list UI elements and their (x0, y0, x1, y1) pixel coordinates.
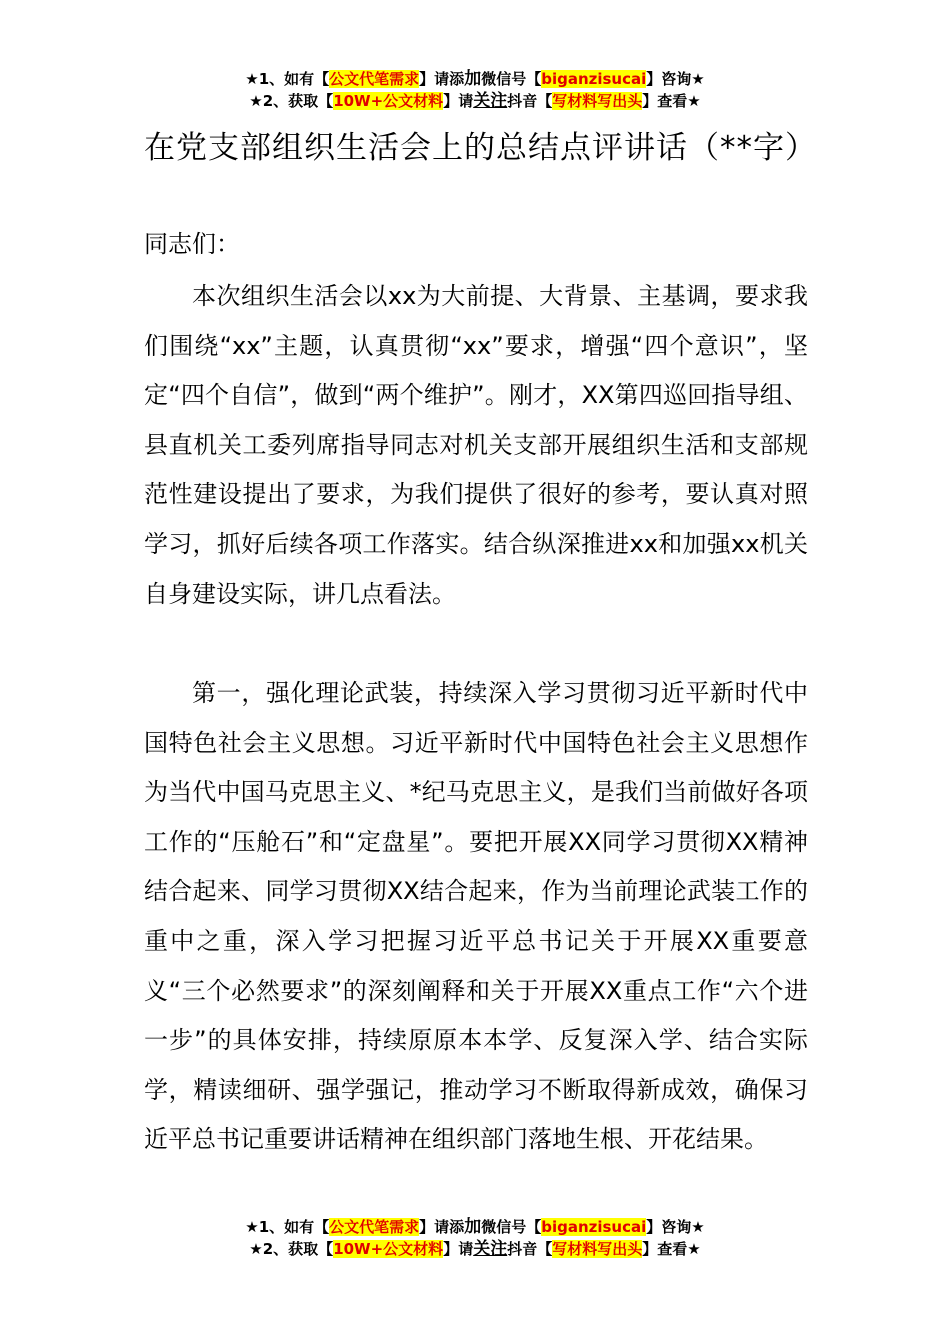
banner-wechat-id: biganzisucai (541, 1218, 647, 1236)
banner-text: ★1、如有【 (245, 1218, 330, 1236)
banner-douyin-account: 写材料写出头 (552, 92, 643, 110)
banner-text: ★1、如有【 (245, 70, 330, 88)
banner-text: 】查看★ (642, 1240, 701, 1258)
banner-text: 】请 (443, 1240, 474, 1258)
header-banner (0, 68, 950, 112)
banner-highlight: 公文代笔需求 (329, 1218, 420, 1236)
banner-text: 关注 (473, 1239, 508, 1259)
banner-text: 抖音【 (507, 1240, 553, 1258)
banner-text: 抖音【 (507, 92, 553, 110)
banner-text: ★2、获取【 (249, 1240, 334, 1258)
banner-text: 】咨询★ (646, 70, 705, 88)
banner-text: 】请 (443, 92, 474, 110)
banner-text: 微信号【 (481, 1218, 542, 1236)
banner-text: 】请添 (419, 1218, 465, 1236)
document-title: 在党支部组织生活会上的总结点评讲话（**字） (144, 130, 817, 166)
banner-text: 】查看★ (642, 92, 701, 110)
banner-text: 微信号【 (481, 70, 542, 88)
banner-line-1 (0, 1216, 950, 1238)
banner-line-2 (0, 1238, 950, 1260)
banner-text: 】请添 (419, 70, 465, 88)
banner-text: 关注 (473, 91, 508, 111)
banner-text: 加 (464, 1217, 482, 1237)
footer-banner (0, 1216, 950, 1260)
banner-text: 】咨询★ (646, 1218, 705, 1236)
banner-text: 加 (464, 69, 482, 89)
body-paragraph: 本次组织生活会以xx为大前提、大背景、主基调，要求我们围绕“xx”主题，认真贯彻“xx”要求，增强“四个意识”，坚定“四个自信”，做到“两个维护”。刚才，XX第四巡回指导组、县直机关工委列席指导同志对机关支部开展组织生活和支部规范性建设提出了要求，为我们提供了很好的参考，要认真对照学习，抓好后续各项工作落实。结合纵深推进xx和加强xx机关自身建设实际，讲几点看法。 (144, 282, 808, 608)
banner-highlight: 10W+公文材料 (333, 92, 444, 110)
body-paragraph: 第一，强化理论武装，持续深入学习贯彻习近平新时代中国特色社会主义思想。习近平新时代中国特色社会主义思想作为当代中国马克思主义、*纪马克思主义，是我们当前做好各项工作的“压舱石”和“定盘星”。要把开展XX同学习贯彻XX精神结合起来、同学习贯彻XX结合起来，作为当前理论武装工作的重中之重，深入学习把握习近平总书记关于开展XX重要意义“三个必然要求”的深刻阐释和关于开展XX重点工作“六个进一步”的具体安排，持续原原本本学、反复深入学、结合实际学，精读细研、强学强记，推动学习不断取得新成效，确保习近平总书记重要讲话精神在组织部门落地生根、开花结果。 (144, 679, 808, 1154)
banner-line-1 (0, 68, 950, 90)
banner-text: ★2、获取【 (249, 92, 334, 110)
banner-douyin-account: 写材料写出头 (552, 1240, 643, 1258)
banner-highlight: 公文代笔需求 (329, 70, 420, 88)
salutation: 同志们： (144, 230, 240, 258)
banner-highlight: 10W+公文材料 (333, 1240, 444, 1258)
banner-wechat-id: biganzisucai (541, 70, 647, 88)
banner-line-2 (0, 90, 950, 112)
